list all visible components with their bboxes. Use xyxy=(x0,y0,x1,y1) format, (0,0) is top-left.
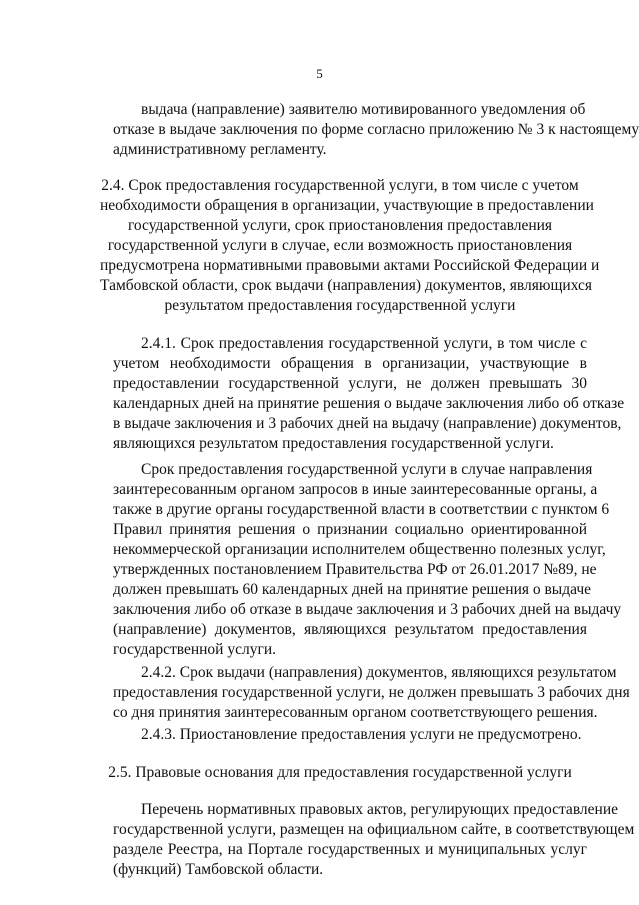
heading-2-4-line: 2.4. Срок предоставления государственной услуги, в том числе с учетом xyxy=(101,177,579,194)
para-term-line: заинтересованным органом запросов в иные заинтересованные органы, а xyxy=(113,481,598,498)
para-2-4-1-line: являющихся результатом предоставления государственной услуги. xyxy=(113,435,554,452)
para-legal-line: (функций) Тамбовской области. xyxy=(113,861,324,878)
para-term-line: государственной услуги. xyxy=(113,641,276,658)
heading-2-4-line: Тамбовской области, срок выдачи (направления) документов, являющихся xyxy=(100,277,593,294)
para-2-4-1-line: 2.4.1. Срок предоставления государственной услуги, в том числе с xyxy=(141,335,587,352)
para-term-line: Правил принятия решения о признании социально ориентированной xyxy=(113,521,587,538)
heading-2-4-line: государственной услуги в случае, если возможность приостановления xyxy=(107,237,573,254)
heading-2-4-line: предусмотрена нормативными правовыми актами Российской Федерации и xyxy=(100,257,600,274)
heading-2-4-line: государственной услуги, срок приостановления предоставления xyxy=(127,217,553,234)
heading-2-4-line: результатом предоставления государственной услуги xyxy=(164,297,516,314)
para-2-4-1-line: предоставлении государственной услуги, не должен превышать 30 xyxy=(113,375,587,392)
para-2-4-2-line: предоставления государственной услуги, не должен превышать 3 рабочих дня xyxy=(113,684,630,701)
heading-2-4-line: необходимости обращения в организации, участвующие в предоставлении xyxy=(100,197,594,214)
para-2-4-1-line: календарных дней на принятие решения о выдаче заключения либо об отказе xyxy=(113,395,625,412)
intro-line: административному регламенту. xyxy=(113,141,327,158)
para-term-line: (направление) документов, являющихся результатом предоставления xyxy=(113,621,587,638)
para-legal-line: государственной услуги, размещен на официальном сайте, в соответствующем xyxy=(113,821,635,838)
para-legal-line: разделе Реестра, на Портале государственных и муниципальных услуг xyxy=(113,841,587,858)
page-number: 5 xyxy=(316,66,323,81)
heading-2-5: 2.5. Правовые основания для предоставления государственной услуги xyxy=(108,764,572,781)
intro-line: отказе в выдаче заключения по форме согласно приложению № 3 к настоящему xyxy=(113,121,639,138)
para-term-line: Срок предоставления государственной услуги в случае направления xyxy=(141,461,593,478)
para-term-line: утвержденных постановлением Правительства РФ от 26.01.2017 №89, не xyxy=(113,561,597,578)
para-term-line: также в другие органы государственной власти в соответствии с пунктом 6 xyxy=(113,501,610,518)
intro-line: выдача (направление) заявителю мотивированного уведомления об xyxy=(141,101,586,118)
para-term-line: заключения либо об отказе в выдаче заключения и 3 рабочих дней на выдачу xyxy=(113,601,622,618)
para-2-4-2-line: 2.4.2. Срок выдачи (направления) документов, являющихся результатом xyxy=(141,664,617,681)
para-term-line: должен превышать 60 календарных дней на принятие решения о выдаче xyxy=(113,581,592,598)
para-2-4-1-line: в выдаче заключения и 3 рабочих дней на выдачу (направление) документов, xyxy=(113,415,622,432)
para-term-line: некоммерческой организации исполнителем общественно полезных услуг, xyxy=(113,541,606,558)
para-2-4-3: 2.4.3. Приостановление предоставления услуги не предусмотрено. xyxy=(141,726,582,743)
para-2-4-2-line: со дня принятия заинтересованным органом соответствующего решения. xyxy=(113,704,598,721)
para-2-4-1-line: учетом необходимости обращения в организации, участвующие в xyxy=(113,355,587,372)
para-legal-line: Перечень нормативных правовых актов, регулирующих предоставление xyxy=(141,801,619,818)
